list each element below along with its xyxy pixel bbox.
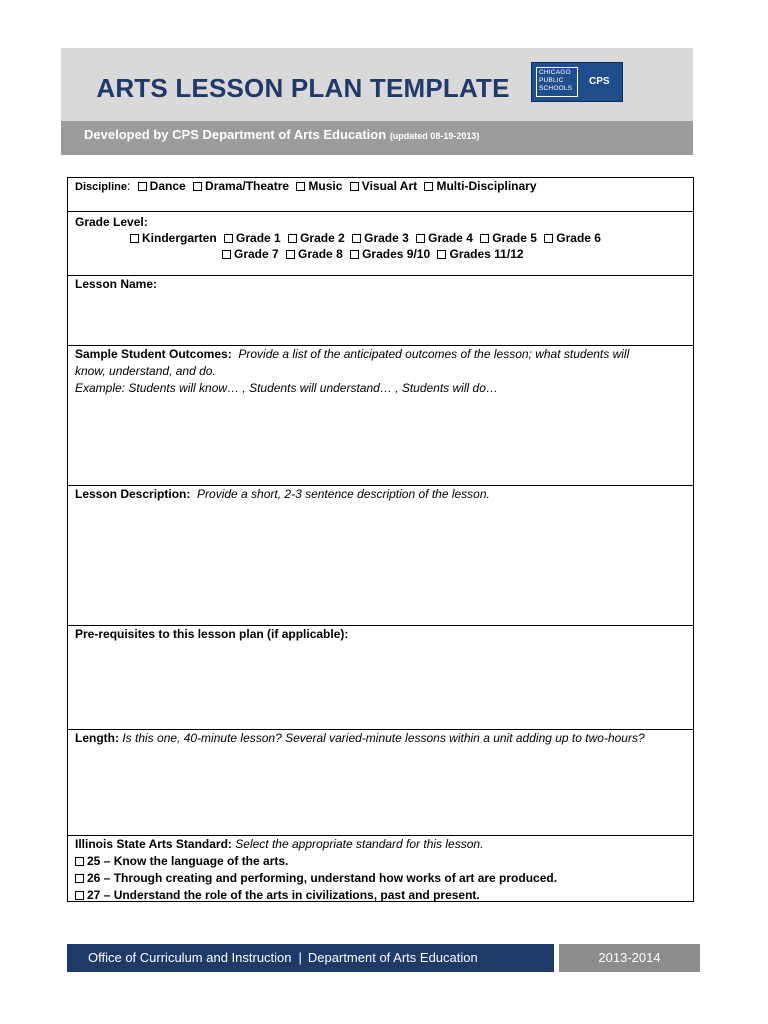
subtitle [84, 127, 479, 142]
checkbox-icon[interactable] [480, 234, 489, 243]
lesson-name-label: Lesson Name: [75, 277, 158, 291]
outcomes-label: Sample Student Outcomes: [75, 347, 232, 361]
checkbox-icon[interactable] [75, 857, 84, 866]
grade-option-7[interactable]: Grade 7 [218, 247, 279, 261]
checkbox-icon[interactable] [352, 234, 361, 243]
grade-option-2[interactable]: Grade 2 [284, 231, 345, 245]
discipline-cell [75, 178, 686, 196]
grade-option-6[interactable]: Grade 6 [540, 231, 601, 245]
length-label: Length: [75, 731, 119, 745]
checkbox-icon[interactable] [286, 250, 295, 259]
grade-option-3[interactable]: Grade 3 [348, 231, 409, 245]
checkbox-icon[interactable] [224, 234, 233, 243]
grade-option-1[interactable]: Grade 1 [220, 231, 281, 245]
lesson-plan-form [67, 177, 694, 902]
logo-mark: CPS [589, 76, 610, 87]
checkbox-icon[interactable] [75, 874, 84, 883]
logo-text: CHICAGO PUBLIC SCHOOLS [539, 69, 573, 92]
checkbox-icon[interactable] [193, 182, 202, 191]
checkbox-icon[interactable] [75, 891, 84, 900]
checkbox-icon[interactable] [288, 234, 297, 243]
prerequisites-row[interactable] [68, 626, 693, 730]
discipline-label: Discipline [75, 181, 127, 193]
length-cell [75, 730, 686, 747]
prerequisites-label: Pre-requisites to this lesson plan (if applicable): [75, 627, 349, 641]
outcomes-hint-1: Provide a list of the anticipated outcomes of the lesson; what students will [238, 347, 630, 361]
checkbox-icon[interactable] [296, 182, 305, 191]
footer-dept-name: Department of Arts Education [307, 950, 478, 965]
outcomes-example: Example: Students will know… , Students will understand… , Students will do… [75, 381, 498, 395]
footer-separator: | [298, 950, 302, 965]
standard-option-27[interactable]: 27 – Understand the role of the arts in civilizations, past and present. [75, 887, 686, 904]
discipline-colon: : [126, 179, 131, 193]
checkbox-icon[interactable] [222, 250, 231, 259]
outcomes-row[interactable] [68, 346, 693, 486]
footer-years: 2013-2014 [559, 944, 700, 972]
description-hint: Provide a short, 2-3 sentence description of the lesson. [197, 487, 490, 501]
standards-label: Illinois State Arts Standard: [75, 837, 232, 851]
checkbox-icon[interactable] [350, 182, 359, 191]
discipline-option-drama[interactable]: Drama/Theatre [189, 179, 289, 193]
checkbox-icon[interactable] [424, 182, 433, 191]
footer-office: Office of Curriculum and Instruction [88, 950, 292, 965]
standards-hint: Select the appropriate standard for this lesson. [235, 837, 484, 851]
grade-options-row-2 [218, 247, 524, 261]
grade-option-k[interactable]: Kindergarten [126, 231, 217, 245]
standards-cell [75, 836, 686, 904]
description-cell [75, 486, 686, 503]
checkbox-icon[interactable] [544, 234, 553, 243]
grade-option-4[interactable]: Grade 4 [412, 231, 473, 245]
checkbox-icon[interactable] [350, 250, 359, 259]
checkbox-icon[interactable] [437, 250, 446, 259]
standards-row [68, 836, 693, 902]
grade-level-row [68, 212, 693, 276]
checkbox-icon[interactable] [138, 182, 147, 191]
checkbox-icon[interactable] [130, 234, 139, 243]
subtitle-text: Developed by CPS Department of Arts Education [84, 127, 387, 142]
discipline-option-dance[interactable]: Dance [134, 179, 186, 193]
grade-option-8[interactable]: Grade 8 [282, 247, 343, 261]
outcomes-hint-2: know, understand, and do. [75, 364, 216, 378]
grade-level-label: Grade Level: [75, 215, 148, 229]
checkbox-icon[interactable] [416, 234, 425, 243]
standard-option-25[interactable]: 25 – Know the language of the arts. [75, 853, 686, 870]
grade-options-row-1 [126, 231, 601, 245]
grade-option-9-10[interactable]: Grades 9/10 [346, 247, 430, 261]
document-title: ARTS LESSON PLAN TEMPLATE [96, 73, 510, 103]
discipline-option-visual-art[interactable]: Visual Art [346, 179, 417, 193]
footer-department [67, 944, 554, 972]
grade-option-5[interactable]: Grade 5 [476, 231, 537, 245]
grade-option-11-12[interactable]: Grades 11/12 [433, 247, 523, 261]
lesson-name-row[interactable] [68, 276, 693, 346]
description-row[interactable] [68, 486, 693, 626]
logo-frame [536, 67, 578, 97]
discipline-row [68, 178, 693, 212]
description-label: Lesson Description: [75, 487, 191, 501]
updated-date: (updated 08-19-2013) [389, 131, 480, 141]
length-hint: Is this one, 40-minute lesson? Several varied-minute lessons within a unit adding up to two-hours? [122, 731, 645, 745]
outcomes-cell [75, 346, 686, 397]
standard-option-26[interactable]: 26 – Through creating and performing, understand how works of art are produced. [75, 870, 686, 887]
discipline-option-music[interactable]: Music [292, 179, 342, 193]
cps-logo [531, 62, 623, 102]
length-row[interactable] [68, 730, 693, 836]
discipline-option-multi[interactable]: Multi-Disciplinary [420, 179, 536, 193]
